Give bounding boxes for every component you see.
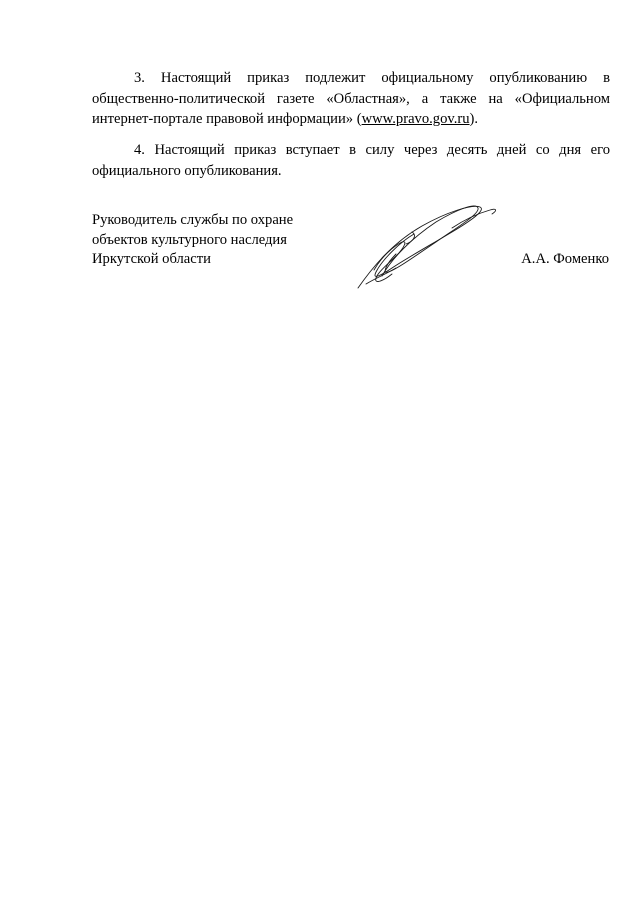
- paragraph-3: [92, 68, 610, 130]
- signatory-position-line-3: Иркутской области: [92, 251, 211, 267]
- signature-stroke-main: [358, 206, 481, 288]
- handwritten-signature-icon: [352, 198, 502, 293]
- signer-name: А.А. Фоменко: [521, 251, 609, 267]
- paragraph-3-text-after-link: ).: [469, 111, 479, 127]
- pravo-gov-link[interactable]: www.pravo.gov.ru: [361, 111, 470, 127]
- paragraph-3-text-before-link: 3. Настоящий приказ подлежит официальному опубликованию в общественно-политической газете «Областная», а также на «Официальном интернет-портале правовой информации» (: [92, 70, 610, 127]
- signatory-position: [92, 211, 293, 270]
- signatory-position-line-2: объектов культурного наследия: [92, 231, 287, 248]
- paragraph-4: 4. Настоящий приказ вступает в силу через десять дней со дня его официального опубликования.: [92, 142, 610, 179]
- signatory-position-line-1: Руководитель службы по охране: [92, 212, 294, 228]
- signature-stroke-tail: [452, 209, 496, 228]
